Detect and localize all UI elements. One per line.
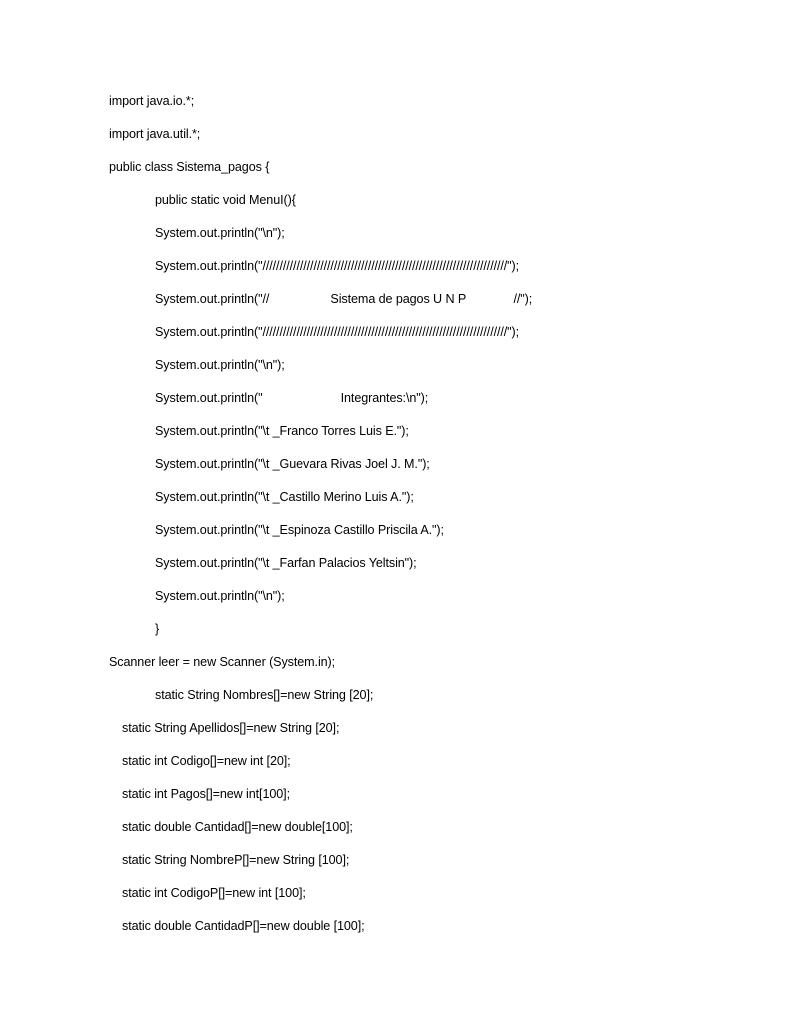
code-line-closing-brace: }	[155, 622, 160, 636]
code-line: System.out.println("////////////////////////////////////////////////////////////////////////");	[155, 325, 520, 339]
code-line: System.out.println("\n");	[155, 358, 285, 372]
code-line: System.out.println("// Sistema de pagos U N P //");	[155, 292, 533, 306]
code-line: System.out.println("\n");	[155, 226, 285, 240]
code-line-import-io: import java.io.*;	[109, 94, 195, 108]
code-line: System.out.println("\t _Castillo Merino Luis A.");	[155, 490, 414, 504]
code-line-class-declaration: public class Sistema_pagos {	[109, 160, 270, 174]
code-line: static String Nombres[]=new String [20];	[155, 688, 374, 702]
code-line: System.out.println("\t _Espinoza Castillo Priscila A.");	[155, 523, 444, 537]
code-line: System.out.println("////////////////////////////////////////////////////////////////////////");	[155, 259, 520, 273]
code-line: static String Apellidos[]=new String [20];	[122, 721, 340, 735]
code-line: static double CantidadP[]=new double [100];	[122, 919, 365, 933]
code-line: static String NombreP[]=new String [100];	[122, 853, 350, 867]
code-line: System.out.println("\t _Farfan Palacios Yeltsin");	[155, 556, 417, 570]
code-line: static double Cantidad[]=new double[100];	[122, 820, 353, 834]
code-line: static int Codigo[]=new int [20];	[122, 754, 291, 768]
code-line: static int Pagos[]=new int[100];	[122, 787, 290, 801]
code-line-scanner: Scanner leer = new Scanner (System.in);	[109, 655, 336, 669]
code-line: System.out.println("\t _Franco Torres Luis E.");	[155, 424, 409, 438]
code-line: System.out.println("\t _Guevara Rivas Joel J. M.");	[155, 457, 430, 471]
code-line: System.out.println("\n");	[155, 589, 285, 603]
code-line-import-util: import java.util.*;	[109, 127, 201, 141]
code-line: static int CodigoP[]=new int [100];	[122, 886, 306, 900]
code-line-method-menu: public static void MenuI(){	[155, 193, 296, 207]
code-line: System.out.println(" Integrantes:\n");	[155, 391, 429, 405]
